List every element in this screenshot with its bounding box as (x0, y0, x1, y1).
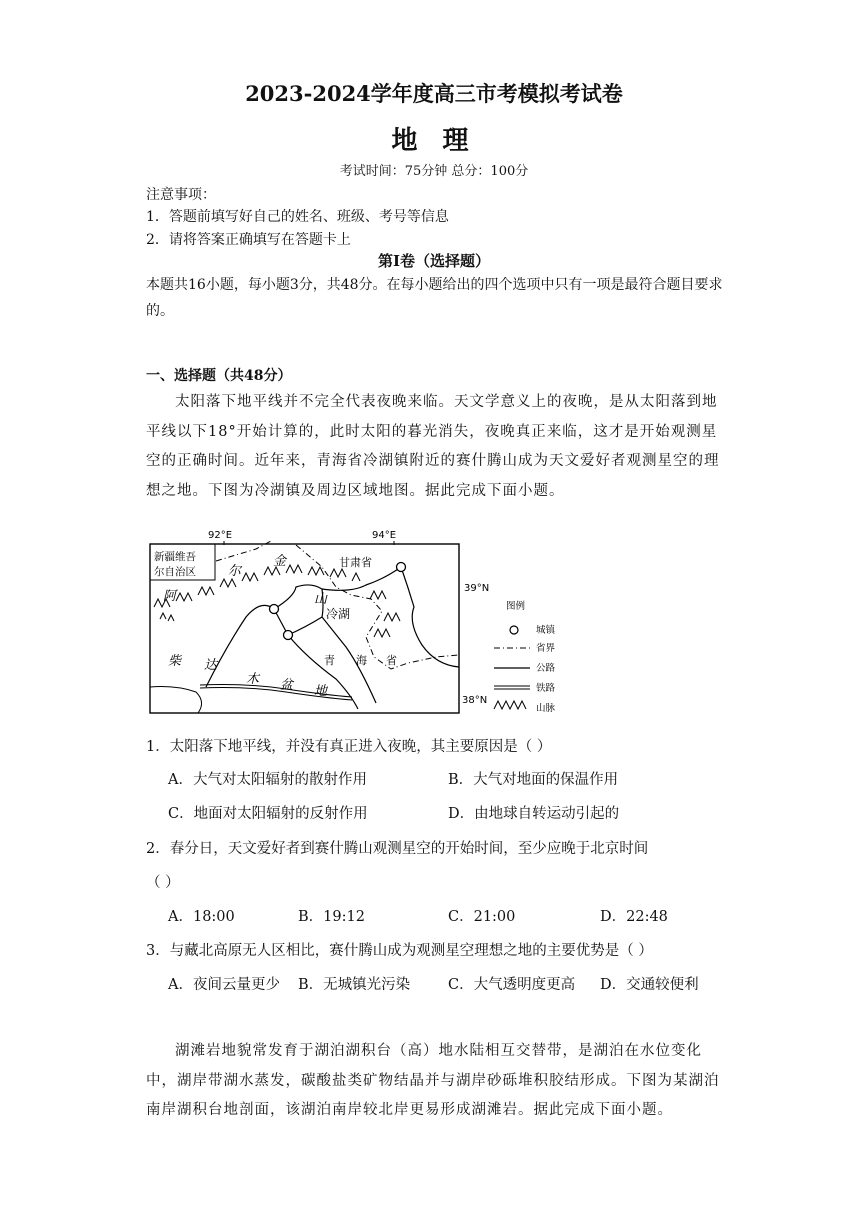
town-lenghu: 冷湖 (326, 607, 351, 621)
mountain-char: 山 (314, 592, 328, 607)
notes-heading: 注意事项： (146, 187, 216, 203)
qinghai-char-1: 青 (324, 654, 335, 667)
qinghai-char-2: 海 (356, 654, 367, 667)
note-item: 1．答题前填写好自己的姓名、班级、考号等信息 (146, 209, 449, 225)
basin-char: 柴 (168, 654, 182, 669)
map-frame (150, 544, 459, 713)
question-2-stem: 2．春分日，天文爱好者到赛什腾山观测星空的开始时间，至少应晚于北京时间 (146, 841, 649, 857)
legend-title: 图例 (506, 601, 526, 612)
part-title: 一、选择题（共48分） (146, 368, 292, 384)
question-1-stem: 1．太阳落下地平线，并没有真正进入夜晚，其主要原因是（ ） (146, 739, 552, 755)
town-marker (270, 605, 279, 614)
region-xinjiang-line1: 新疆维吾 (154, 551, 196, 563)
subject-title: 地 理 (391, 126, 477, 156)
lon-label-right: 94°E (372, 530, 397, 541)
mountain-char: 阿 (163, 589, 177, 604)
province-boundary (216, 541, 459, 669)
region-xinjiang-line2: 尔自治区 (154, 566, 196, 578)
q3-option-a[interactable]: A．夜间云量更少 (168, 977, 280, 993)
note-item: 2．请将答案正确填写在答题卡上 (146, 232, 351, 248)
q2-option-d[interactable]: D．22:48 (600, 909, 668, 925)
basin-char: 地 (314, 684, 328, 699)
exam-info: 考试时间：75分钟 总分：100分 (339, 164, 529, 179)
town-marker (284, 631, 293, 640)
legend-railway: 铁路 (536, 683, 556, 694)
exam-title: 2023-2024学年度高三市考模拟考试卷 (245, 81, 623, 106)
q3-option-c[interactable]: C．大气透明度更高 (448, 977, 576, 993)
question-2-paren: （ ） (146, 875, 180, 891)
q1-option-d[interactable]: D．由地球自转运动引起的 (448, 806, 620, 822)
lat-label-top: 39°N (464, 583, 490, 594)
q1-option-b[interactable]: B．大气对地面的保温作用 (448, 772, 619, 788)
legend-boundary: 省界 (536, 643, 556, 654)
q3-option-d[interactable]: D．交通较便利 (600, 977, 699, 993)
town-marker (397, 563, 406, 572)
legend-mountain: 山脉 (536, 703, 556, 714)
map-legend (494, 600, 557, 714)
basin-char: 达 (204, 658, 218, 673)
q1-option-c[interactable]: C．地面对太阳辐射的反射作用 (168, 806, 368, 822)
basin-char: 盆 (280, 678, 294, 693)
section-intro: 本题共16小题，每小题3分，共48分。在每小题给出的四个选项中只有一项是最符合题目要求的。 (146, 277, 723, 319)
legend-road: 公路 (536, 663, 556, 674)
q3-option-b[interactable]: B．无城镇光污染 (298, 977, 411, 993)
railway (200, 685, 352, 701)
q2-option-b[interactable]: B．19:12 (298, 909, 365, 925)
lat-label-bottom: 38°N (462, 695, 488, 706)
question-3-stem: 3．与藏北高原无人区相比，赛什腾山成为观测星空理想之地的主要优势是（ ） (146, 943, 653, 959)
mountain-char: 金 (273, 554, 287, 569)
legend-town: 城镇 (536, 625, 556, 636)
lon-label-left: 92°E (208, 530, 233, 541)
passage-1: 太阳落下地平线并不完全代表夜晚来临。天文学意义上的夜晚，是从太阳落到地平线以下18°开始计算的，此时太阳的暮光消失，夜晚真正来临，这才是开始观测星空的正确时间。近年来，青海省冷湖镇附近的赛什腾山成为天文爱好者观测星空的理想之地。下图为冷湖镇及周边区域地图。据此完成下面小题。 (146, 394, 720, 499)
q2-option-c[interactable]: C．21:00 (448, 909, 516, 925)
mountain-char: 尔 (228, 564, 242, 579)
basin-char: 木 (246, 672, 260, 687)
province-gansu: 甘肃省 (339, 556, 372, 569)
lenghu-region-map (146, 527, 566, 717)
passage-2: 湖滩岩地貌常发育于湖泊湖积台（高）地水陆相互交替带，是湖泊在水位变化中，湖岸带湖水蒸发，碳酸盐类矿物结晶并与湖岸砂砾堆积胶结形成。下图为某湖泊南岸湖积台地剖面，该湖泊南岸较北岸更易形成湖滩岩。据此完成下面小题。 (146, 1043, 720, 1118)
q1-option-a[interactable]: A．大气对太阳辐射的散射作用 (168, 772, 367, 788)
q2-option-a[interactable]: A．18:00 (168, 909, 235, 925)
qinghai-char-3: 省 (386, 654, 397, 667)
section-title: 第Ⅰ卷（选择题） (377, 252, 491, 270)
